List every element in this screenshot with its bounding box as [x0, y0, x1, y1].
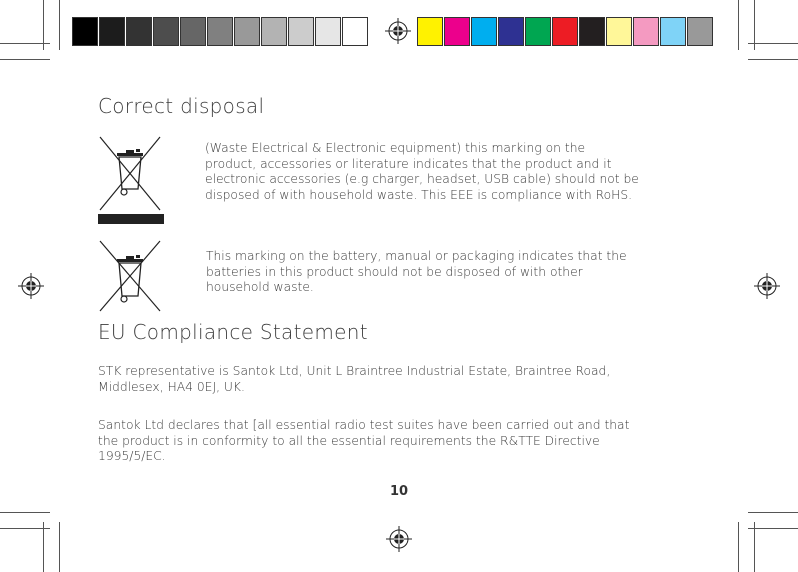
- grayscale-color-bar: [72, 17, 369, 46]
- color-swatch: [660, 17, 686, 46]
- text-line: STK representative is Santok Ltd, Unit L Braintree Industrial Estate, Braintree Road,: [98, 364, 611, 378]
- color-swatch: [234, 17, 260, 46]
- text-line: product, accessories or literature indicates that the product and it: [205, 156, 612, 171]
- eu-compliance-heading: EU Compliance Statement: [98, 320, 368, 344]
- color-swatch: [99, 17, 125, 46]
- crop-mark: [0, 59, 50, 60]
- text-line: (Waste Electrical & Electronic equipment) this marking on the: [205, 141, 586, 155]
- text-line: disposed of with household waste. This EEE is compliance with RoHS.: [205, 187, 633, 202]
- color-swatch: [525, 17, 551, 46]
- crop-mark: [43, 522, 44, 572]
- crop-mark: [0, 528, 50, 529]
- crossed-out-wheelie-bin-icon: [97, 238, 165, 314]
- representative-paragraph: [98, 364, 610, 395]
- crop-mark: [738, 522, 739, 572]
- color-swatch: [471, 17, 497, 46]
- color-swatch: [261, 17, 287, 46]
- declaration-paragraph: [98, 418, 629, 465]
- registration-mark-icon: [754, 273, 780, 299]
- crop-mark: [748, 59, 798, 60]
- text-line: household waste.: [206, 280, 314, 295]
- battery-paragraph: [206, 249, 627, 296]
- color-swatch: [579, 17, 605, 46]
- registration-mark-icon: [386, 526, 412, 552]
- text-line: the product is in conformity to all the essential requirements the R&TTE Directive: [98, 433, 600, 448]
- crop-mark: [738, 0, 739, 50]
- color-swatch: [126, 17, 152, 46]
- color-swatch: [207, 17, 233, 46]
- crop-mark: [754, 522, 755, 572]
- color-swatch: [552, 17, 578, 46]
- crop-mark: [0, 512, 50, 513]
- color-swatch: [417, 17, 443, 46]
- color-swatch: [444, 17, 470, 46]
- color-swatch: [606, 17, 632, 46]
- color-swatch: [288, 17, 314, 46]
- registration-mark-icon: [18, 273, 44, 299]
- crop-mark: [748, 528, 798, 529]
- crop-mark: [59, 0, 60, 50]
- crop-mark: [59, 522, 60, 572]
- color-swatch: [180, 17, 206, 46]
- registration-mark-icon: [385, 18, 411, 44]
- crop-mark: [748, 43, 798, 44]
- color-swatch: [153, 17, 179, 46]
- page-number: 10: [389, 484, 409, 499]
- color-swatch: [72, 17, 98, 46]
- text-line: Middlesex, HA4 0EJ, UK.: [98, 379, 245, 394]
- text-line: batteries in this product should not be disposed of with other: [206, 264, 583, 279]
- crop-mark: [43, 0, 44, 50]
- crossed-out-wheelie-bin-with-bar-icon: [97, 134, 165, 226]
- color-swatch: [687, 17, 713, 46]
- text-line: 1995/5/EC.: [98, 449, 166, 464]
- color-swatch: [498, 17, 524, 46]
- color-swatch: [633, 17, 659, 46]
- correct-disposal-heading: Correct disposal: [98, 94, 265, 118]
- weee-paragraph: [205, 141, 639, 203]
- crop-mark: [754, 0, 755, 50]
- crop-mark: [748, 512, 798, 513]
- text-line: This marking on the battery, manual or packaging indicates that the: [206, 249, 627, 263]
- color-swatch: [315, 17, 341, 46]
- text-line: Santok Ltd declares that [all essential radio test suites have been carried out and that: [98, 418, 630, 432]
- text-line: electronic accessories (e.g charger, headset, USB cable) should not be: [205, 172, 639, 187]
- process-color-bar: [417, 17, 714, 46]
- color-swatch: [342, 17, 368, 46]
